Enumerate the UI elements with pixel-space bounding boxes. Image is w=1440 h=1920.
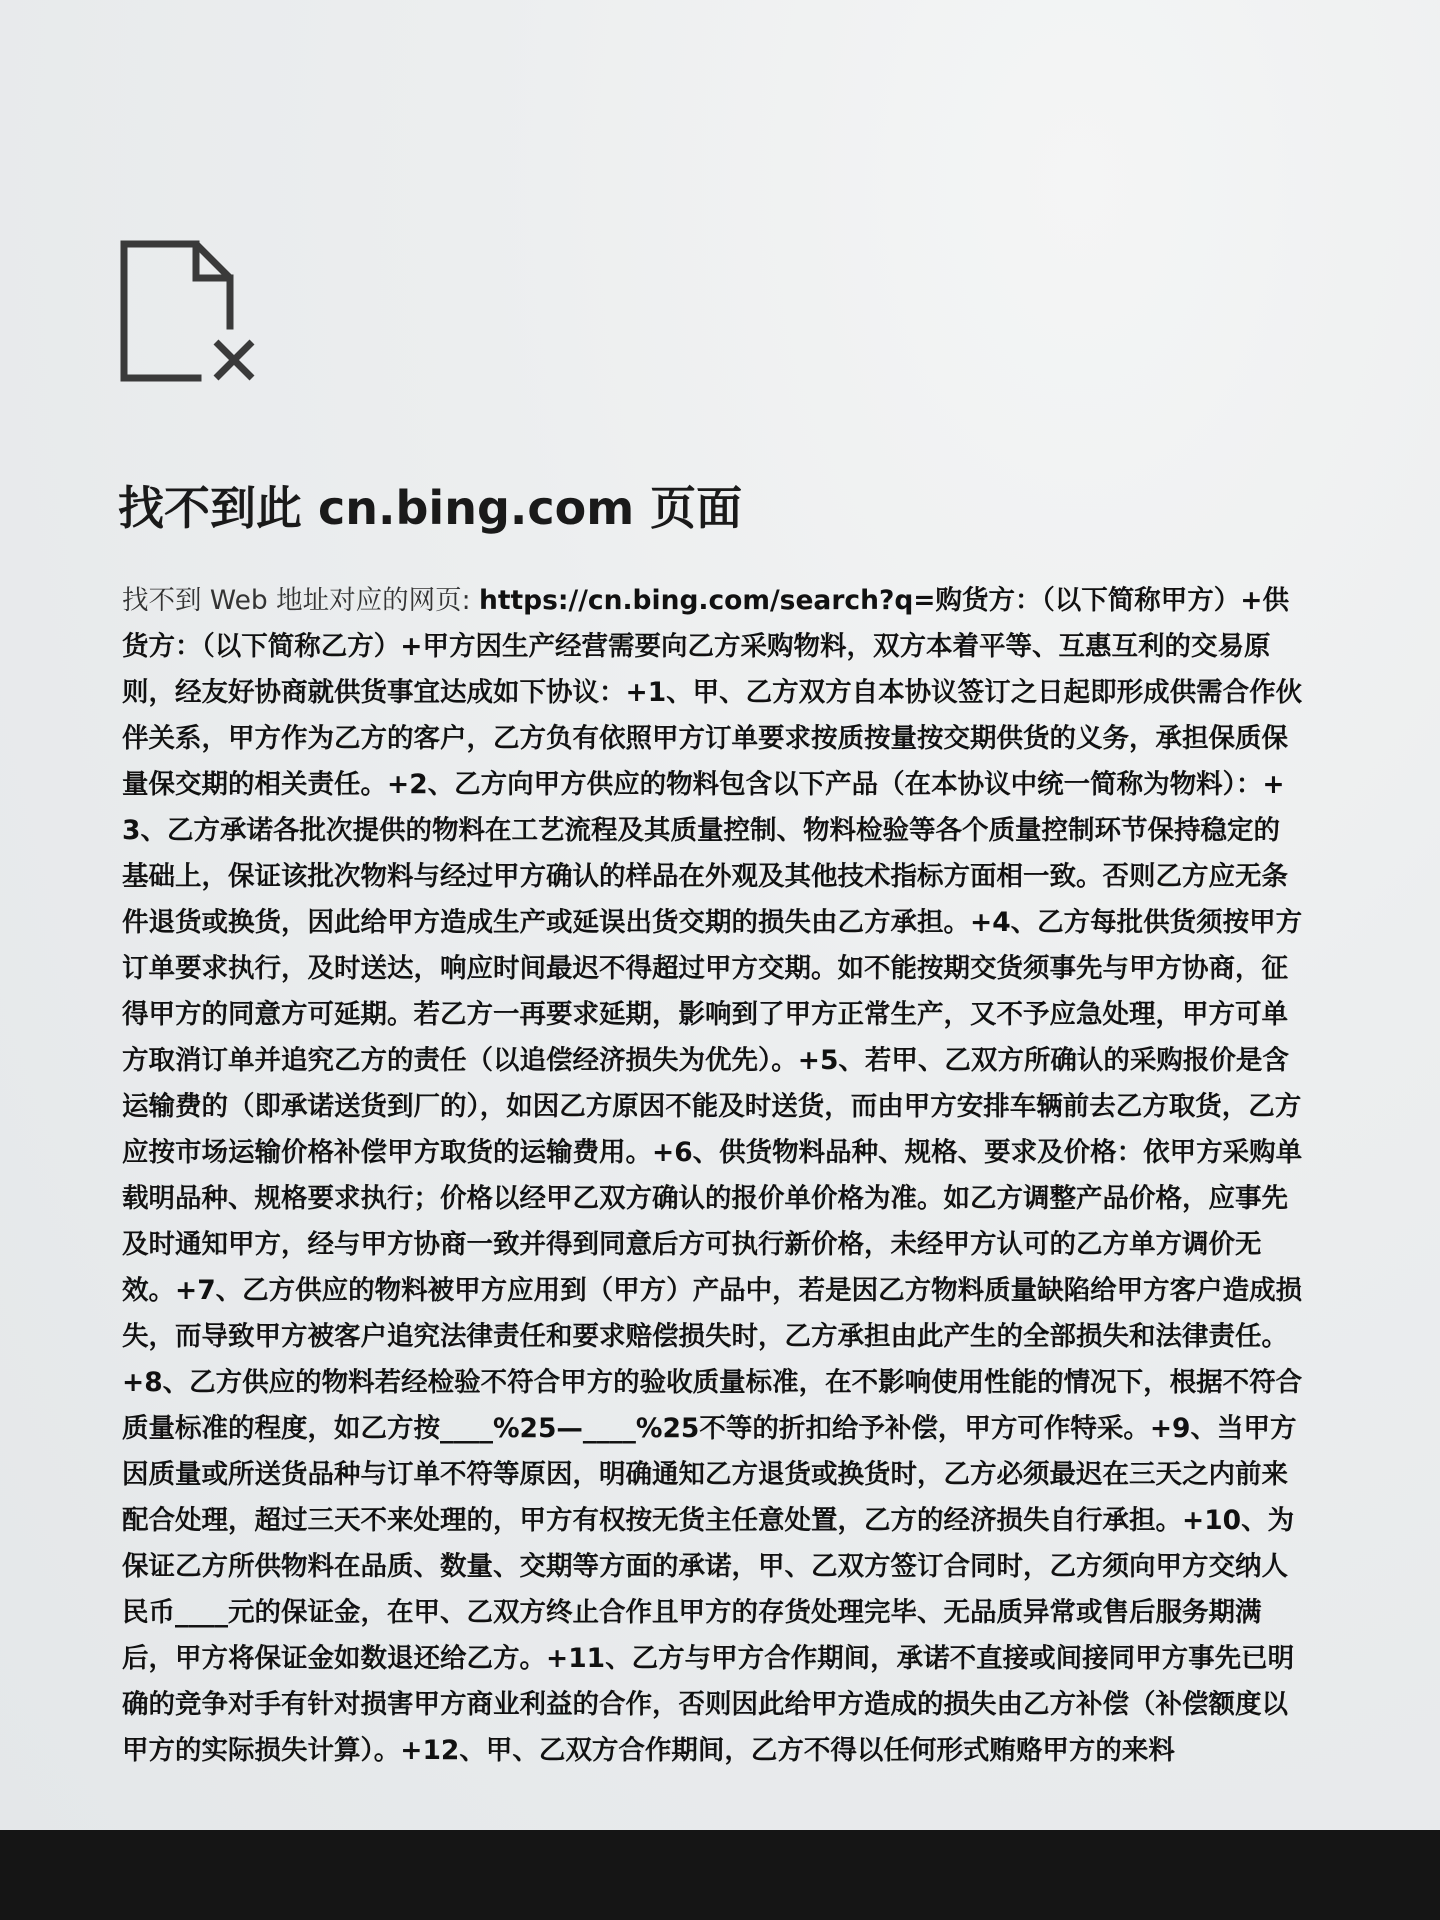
requested-url: https://cn.bing.com/search?q=购货方：（以下简称甲方）+供货方：（以下简称乙方）+甲方因生产经营需要向乙方采购物料，双方本着平等、互惠互利的交易原则，经友好协商就供货事宜达成如下协议：+1、甲、乙方双方自本协议签订之日起即形成供需合作伙伴关系，甲方作为乙方的客户，乙方负有依照甲方订单要求按质按量按交期供货的义务，承担保质保量保交期的相关责任。+2、乙方向甲方供应的物料包含以下产品（在本协议中统一简称为物料）：+3、乙方承诺各批次提供的物料在工艺流程及其质量控制、物料检验等各个质量控制环节保持稳定的基础上，保证该批次物料与经过甲方确认的样品在外观及其他技术指标方面相一致。否则乙方应无条件退货或换货，因此给甲方造成生产或延误出货交期的损失由乙方承担。+4、乙方每批供货须按甲方订单要求执行，及时送达，响应时间最迟不得超过甲方交期。如不能按期交货须事先与甲方协商，征得甲方的同意方可延期。若乙方一再要求延期，影响到了甲方正常生产，又不予应急处理，甲方可单方取消订单并追究乙方的责任（以追偿经济损失为优先）。+5、若甲、乙双方所确认的采购报价是含运输费的（即承诺送货到厂的），如因乙方原因不能及时送货，而由甲方安排车辆前去乙方取货，乙方应按市场运输价格补偿甲方取货的运输费用。+6、供货物料品种、规格、要求及价格：依甲方采购单载明品种、规格要求执行；价格以经甲乙双方确认的报价单价格为准。如乙方调整产品价格，应事先及时通知甲方，经与甲方协商一致并得到同意后方可执行新价格，未经甲方认可的乙方单方调价无效。+7、乙方供应的物料被甲方应用到（甲方）产品中，若是因乙方物料质量缺陷给甲方客户造成损失，而导致甲方被客户追究法律责任和要求赔偿损失时，乙方承担由此产生的全部损失和法律责任。+8、乙方供应的物料若经检验不符合甲方的验收质量标准，在不影响使用性能的情况下，根据不符合质量标准的程度，如乙方按____%25—____%25不等的折扣给予补偿，甲方可作特采。+9、当甲方因质量或所送货品种与订单不符等原因，明确通知乙方退货或换货时，乙方必须最迟在三天之内前来配合处理，超过三天不来处理的，甲方有权按无货主任意处置，乙方的经济损失自行承担。+10、为保证乙方所供物料在品质、数量、交期等方面的承诺，甲、乙双方签订合同时，乙方须向甲方交纳人民币____元的保证金，在甲、乙双方终止合作且甲方的存货处理完毕、无品质异常或售后服务期满后，甲方将保证金如数退还给乙方。+11、乙方与甲方合作期间，承诺不直接或间接同甲方事先已明确的竞争对手有针对损害甲方商业利益的合作，否则因此给甲方造成的损失由乙方补偿（补偿额度以甲方的实际损失计算）。+12、甲、乙双方合作期间，乙方不得以任何形式贿赂甲方的来料 [122,585,1303,1766]
file-missing-icon [118,238,268,388]
message-prefix: 找不到 Web 地址对应的网页: [122,585,479,616]
monitor-bezel [0,1830,1440,1920]
page-title: 找不到此 cn.bing.com 页面 [118,481,743,535]
error-message [122,578,1304,1828]
